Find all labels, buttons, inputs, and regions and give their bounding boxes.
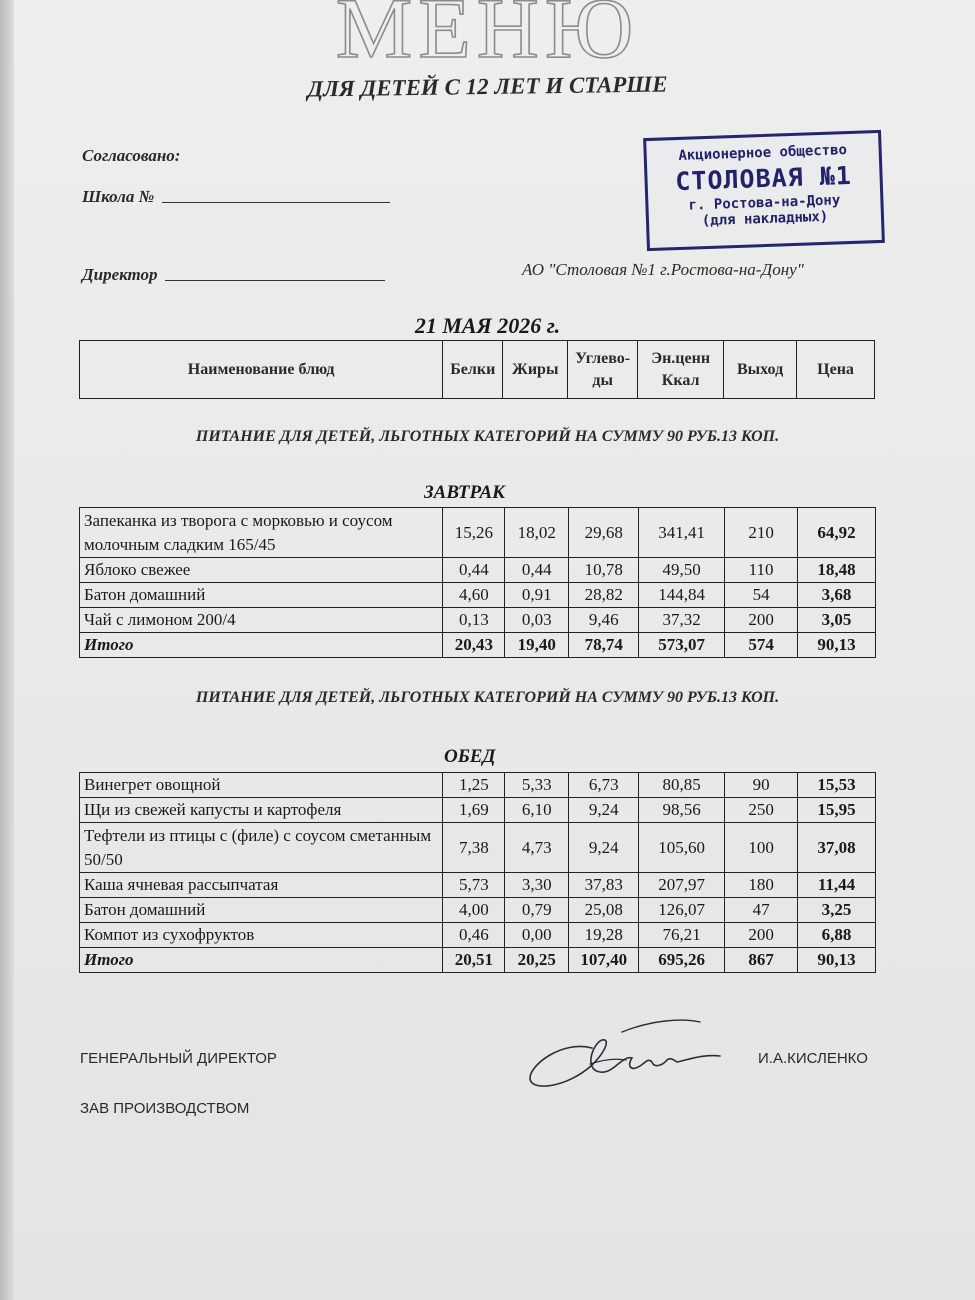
table-row [80, 608, 876, 633]
dish-yield: 47 [725, 898, 798, 923]
total-yield: 574 [725, 633, 798, 658]
dish-price: 64,92 [798, 508, 876, 558]
director-name: И.А.КИСЛЕНКО [758, 1050, 868, 1067]
production-head-label: ЗАВ ПРОИЗВОДСТВОМ [80, 1100, 250, 1117]
column-header-table [79, 340, 875, 399]
dish-name: Батон домашний [80, 583, 443, 608]
col-price-header: Цена [797, 341, 875, 399]
col-carbs-header [568, 341, 638, 399]
dish-proteins: 4,00 [443, 898, 505, 923]
director-label: Директор [82, 265, 158, 284]
dish-energy: 126,07 [639, 898, 725, 923]
breakfast-section-title: ПИТАНИЕ ДЛЯ ДЕТЕЙ, ЛЬГОТНЫХ КАТЕГОРИЙ НА СУММУ 90 РУБ.13 КОП. [195, 428, 780, 445]
dish-name: Щи из свежей капусты и картофеля [80, 798, 443, 823]
table-row [80, 558, 876, 583]
dish-yield: 200 [725, 923, 798, 948]
dish-fats: 0,00 [505, 923, 569, 948]
table-row [80, 773, 876, 798]
breakfast-table [79, 507, 876, 658]
dish-fats: 3,30 [505, 873, 569, 898]
dish-name: Запеканка из творога с морковью и соусом молочным сладким 165/45 [80, 508, 443, 558]
col-yield-header: Выход [724, 341, 797, 399]
menu-subtitle: ДЛЯ ДЕТЕЙ С 12 ЛЕТ И СТАРШЕ [307, 71, 668, 102]
dish-energy: 341,41 [639, 508, 725, 558]
total-row [80, 633, 876, 658]
menu-date: 21 МАЯ 2026 г. [414, 313, 561, 338]
dish-proteins: 5,73 [443, 873, 505, 898]
dish-yield: 110 [725, 558, 798, 583]
dish-carbs: 37,83 [569, 873, 639, 898]
dish-yield: 100 [725, 823, 798, 873]
dish-price: 11,44 [798, 873, 876, 898]
total-energy: 695,26 [639, 948, 725, 973]
dish-proteins: 7,38 [443, 823, 505, 873]
table-row [80, 583, 876, 608]
dish-energy: 49,50 [639, 558, 725, 583]
dish-carbs: 29,68 [569, 508, 639, 558]
total-fats: 19,40 [505, 633, 569, 658]
lunch-title: ОБЕД [444, 746, 496, 767]
dish-carbs: 19,28 [569, 923, 639, 948]
dish-proteins: 15,26 [443, 508, 505, 558]
dish-fats: 0,44 [505, 558, 569, 583]
total-yield: 867 [725, 948, 798, 973]
table-row [80, 873, 876, 898]
dish-energy: 76,21 [639, 923, 725, 948]
dish-energy: 105,60 [639, 823, 725, 873]
menu-title: МЕНЮ [335, 0, 640, 76]
dish-proteins: 0,13 [443, 608, 505, 633]
dish-carbs: 25,08 [569, 898, 639, 923]
dish-proteins: 1,69 [443, 798, 505, 823]
school-line [162, 188, 390, 203]
school-label: Школа № [82, 187, 155, 206]
total-energy: 573,07 [639, 633, 725, 658]
dish-fats: 18,02 [505, 508, 569, 558]
table-row [80, 923, 876, 948]
table-row [80, 898, 876, 923]
total-carbs: 107,40 [569, 948, 639, 973]
dish-name: Компот из сухофруктов [80, 923, 443, 948]
dish-name: Каша ячневая рассыпчатая [80, 873, 443, 898]
total-proteins: 20,43 [443, 633, 505, 658]
dish-price: 18,48 [798, 558, 876, 583]
dish-price: 37,08 [798, 823, 876, 873]
stamp-line-3: г. Ростова-на-Дону [688, 192, 841, 214]
dish-proteins: 0,44 [443, 558, 505, 583]
energy-header-line1: Эн.ценн [651, 349, 711, 367]
dish-yield: 210 [725, 508, 798, 558]
dish-energy: 98,56 [639, 798, 725, 823]
total-fats: 20,25 [505, 948, 569, 973]
dish-name: Чай с лимоном 200/4 [80, 608, 443, 633]
carbs-header-line1: Углево- [575, 349, 631, 367]
dish-carbs: 9,46 [569, 608, 639, 633]
dish-price: 3,68 [798, 583, 876, 608]
dish-yield: 54 [725, 583, 798, 608]
dish-proteins: 0,46 [443, 923, 505, 948]
dish-carbs: 9,24 [569, 823, 639, 873]
dish-fats: 0,91 [505, 583, 569, 608]
dish-carbs: 10,78 [569, 558, 639, 583]
col-name-header: Наименование блюд [80, 341, 443, 399]
total-proteins: 20,51 [443, 948, 505, 973]
dish-fats: 4,73 [505, 823, 569, 873]
dish-proteins: 1,25 [443, 773, 505, 798]
dish-price: 3,25 [798, 898, 876, 923]
stamp-line-2: СТОЛОВАЯ №1 [674, 160, 853, 197]
dish-yield: 200 [725, 608, 798, 633]
stamp-line-4: (для накладных) [701, 208, 829, 230]
dish-name: Тефтели из птицы с (филе) с соусом сметанным 50/50 [80, 823, 443, 873]
dish-price: 15,53 [798, 773, 876, 798]
dish-fats: 0,03 [505, 608, 569, 633]
breakfast-title: ЗАВТРАК [424, 482, 506, 503]
total-row [80, 948, 876, 973]
dish-carbs: 28,82 [569, 583, 639, 608]
table-row [80, 823, 876, 873]
dish-yield: 90 [725, 773, 798, 798]
dish-price: 3,05 [798, 608, 876, 633]
dish-fats: 0,79 [505, 898, 569, 923]
dish-energy: 37,32 [639, 608, 725, 633]
dish-name: Винегрет овощной [80, 773, 443, 798]
dish-fats: 6,10 [505, 798, 569, 823]
dish-carbs: 6,73 [569, 773, 639, 798]
stamp-line-1: Акционерное общество [678, 142, 848, 164]
dish-energy: 144,84 [639, 583, 725, 608]
director-signature [522, 1010, 732, 1095]
total-label: Итого [80, 633, 443, 658]
dish-price: 6,88 [798, 923, 876, 948]
general-director-label: ГЕНЕРАЛЬНЫЙ ДИРЕКТОР [80, 1050, 277, 1067]
total-price: 90,13 [798, 948, 876, 973]
dish-name: Батон домашний [80, 898, 443, 923]
lunch-section-title: ПИТАНИЕ ДЛЯ ДЕТЕЙ, ЛЬГОТНЫХ КАТЕГОРИЙ НА СУММУ 90 РУБ.13 КОП. [195, 689, 780, 706]
carbs-header-line2: ды [592, 371, 613, 389]
lunch-table [79, 772, 876, 973]
energy-header-line2: Ккал [661, 371, 700, 389]
director-line [165, 266, 385, 281]
dish-yield: 250 [725, 798, 798, 823]
total-label: Итого [80, 948, 443, 973]
table-row [80, 798, 876, 823]
page-edge-shadow [0, 0, 14, 1300]
company-stamp [643, 130, 885, 251]
dish-energy: 80,85 [639, 773, 725, 798]
dish-price: 15,95 [798, 798, 876, 823]
organization-name: АО "Столовая №1 г.Ростова-на-Дону" [522, 260, 804, 279]
dish-name: Яблоко свежее [80, 558, 443, 583]
dish-energy: 207,97 [639, 873, 725, 898]
dish-proteins: 4,60 [443, 583, 505, 608]
col-energy-header [638, 341, 724, 399]
agreed-label: Согласовано: [82, 146, 181, 165]
dish-yield: 180 [725, 873, 798, 898]
total-carbs: 78,74 [569, 633, 639, 658]
col-fats-header: Жиры [503, 341, 568, 399]
dish-fats: 5,33 [505, 773, 569, 798]
dish-carbs: 9,24 [569, 798, 639, 823]
total-price: 90,13 [798, 633, 876, 658]
table-row [80, 508, 876, 558]
col-proteins-header: Белки [443, 341, 503, 399]
